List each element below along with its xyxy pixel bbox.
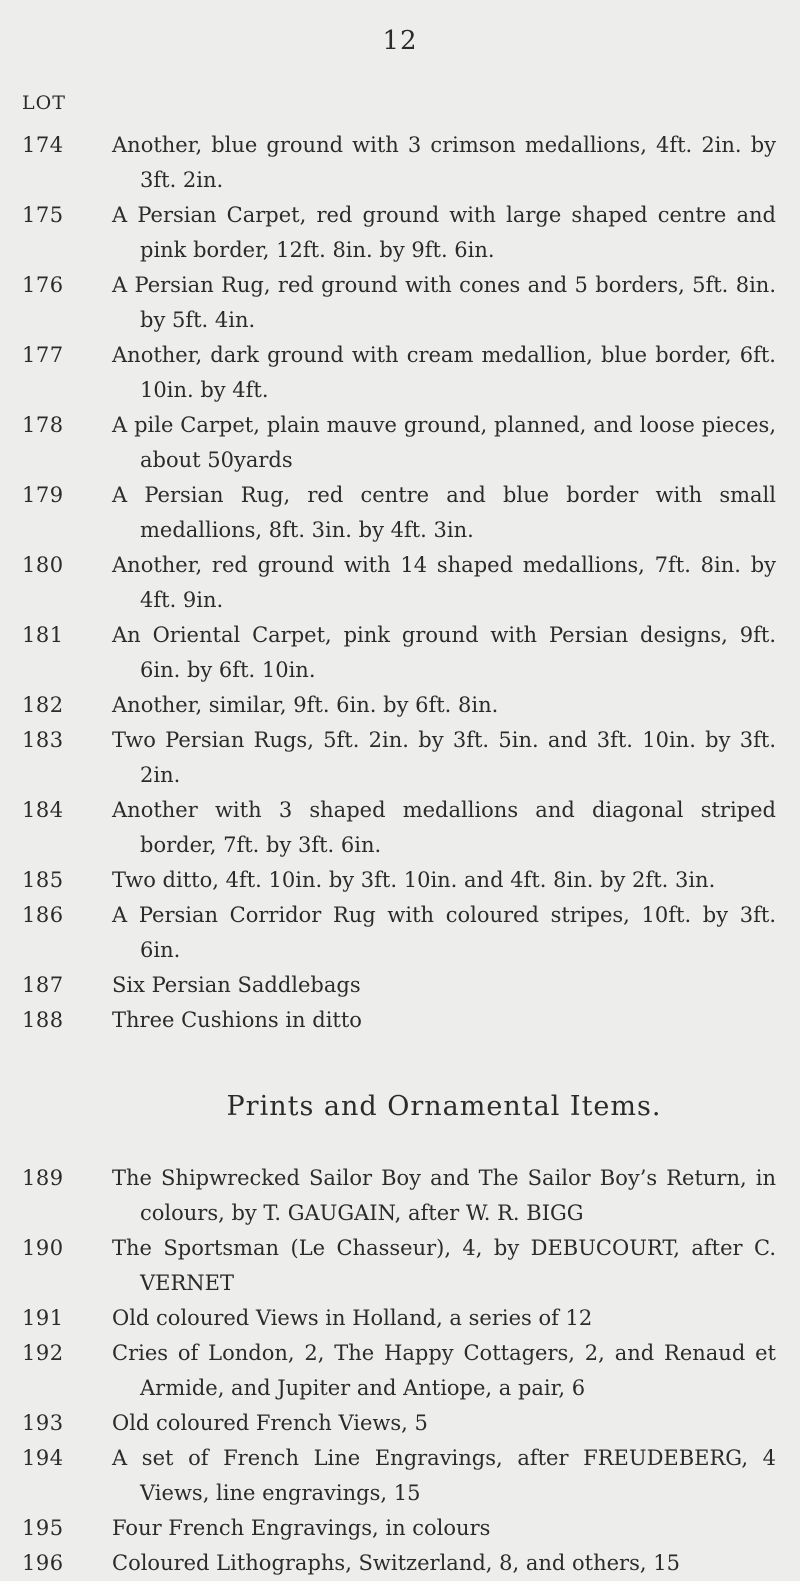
- lot-number: 192: [22, 1341, 64, 1365]
- lot-number: 178: [22, 413, 64, 437]
- lot-description: Another with 3 shaped medallions and diagonal striped border, 7ft. by 3ft. 6in.: [112, 798, 776, 857]
- lot-entry: [0, 688, 800, 723]
- lot-entry: [0, 1336, 800, 1406]
- lot-description: Another, dark ground with cream medallion, blue border, 6ft. 10in. by 4ft.: [112, 343, 776, 402]
- lot-entry: [0, 1231, 800, 1301]
- lot-number: 180: [22, 553, 64, 577]
- lot-number: 179: [22, 483, 64, 507]
- lot-entry: [0, 618, 800, 688]
- lot-description: A pile Carpet, plain mauve ground, planned, and loose pieces, about 50yards: [112, 413, 776, 472]
- lot-entry: [0, 268, 800, 338]
- page-number: 12: [382, 26, 418, 56]
- lot-number: 185: [22, 868, 64, 892]
- lot-number: 184: [22, 798, 64, 822]
- lot-number: 181: [22, 623, 64, 647]
- lot-description: Old coloured French Views, 5: [112, 1411, 428, 1435]
- lot-column-header: LOT: [22, 92, 66, 114]
- lot-description: Two Persian Rugs, 5ft. 2in. by 3ft. 5in. and 3ft. 10in. by 3ft. 2in.: [112, 728, 776, 787]
- lot-number: 177: [22, 343, 64, 367]
- lot-number: 195: [22, 1516, 64, 1540]
- lot-description: Cries of London, 2, The Happy Cottagers, 2, and Renaud et Armide, and Jupiter and Antiope, a pair, 6: [112, 1341, 776, 1400]
- lot-description: The Shipwrecked Sailor Boy and The Sailor Boy’s Return, in colours, by T. GAUGAIN, after W. R. BIGG: [112, 1166, 776, 1225]
- lot-description: Four French Engravings, in colours: [112, 1516, 491, 1540]
- lot-entry: [0, 793, 800, 863]
- lot-entry: [0, 723, 800, 793]
- lot-list: [0, 128, 800, 1581]
- lot-description: Two ditto, 4ft. 10in. by 3ft. 10in. and 4ft. 8in. by 2ft. 3in.: [112, 868, 716, 892]
- lot-number: 187: [22, 973, 64, 997]
- lot-entry: [0, 1546, 800, 1581]
- lot-description: A Persian Corridor Rug with coloured stripes, 10ft. by 3ft. 6in.: [112, 903, 776, 962]
- lot-number: 193: [22, 1411, 64, 1435]
- lot-entry: [0, 863, 800, 898]
- lot-entry: [0, 1003, 800, 1038]
- lot-description: A Persian Rug, red ground with cones and 5 borders, 5ft. 8in. by 5ft. 4in.: [112, 273, 776, 332]
- lot-description: A set of French Line Engravings, after FREUDEBERG, 4 Views, line engravings, 15: [112, 1446, 776, 1505]
- lot-number: 188: [22, 1008, 64, 1032]
- lot-entry: [0, 968, 800, 1003]
- lot-number: 196: [22, 1551, 64, 1575]
- lot-description: The Sportsman (Le Chasseur), 4, by DEBUCOURT, after C. VERNET: [112, 1236, 776, 1295]
- lot-description: A Persian Carpet, red ground with large shaped centre and pink border, 12ft. 8in. by 9ft. 6in.: [112, 203, 776, 262]
- lot-number: 189: [22, 1166, 64, 1190]
- lot-description: Another, similar, 9ft. 6in. by 6ft. 8in.: [112, 693, 499, 717]
- lot-entry: [0, 408, 800, 478]
- lot-description: Another, blue ground with 3 crimson medallions, 4ft. 2in. by 3ft. 2in.: [112, 133, 776, 192]
- lot-entry: [0, 548, 800, 618]
- lot-number: 174: [22, 133, 64, 157]
- lot-entry: [0, 1406, 800, 1441]
- lot-description: Another, red ground with 14 shaped medallions, 7ft. 8in. by 4ft. 9in.: [112, 553, 776, 612]
- lot-number: 182: [22, 693, 64, 717]
- lot-description: Six Persian Saddlebags: [112, 973, 361, 997]
- lot-number: 186: [22, 903, 64, 927]
- lot-description: A Persian Rug, red centre and blue border with small medallions, 8ft. 3in. by 4ft. 3in.: [112, 483, 776, 542]
- section-heading: Prints and Ornamental Items.: [226, 1091, 662, 1122]
- lot-entry: [0, 478, 800, 548]
- lot-entry: [0, 1301, 800, 1336]
- lot-number: 175: [22, 203, 64, 227]
- lot-description: Three Cushions in ditto: [112, 1008, 362, 1032]
- lot-description: Coloured Lithographs, Switzerland, 8, and others, 15: [112, 1551, 680, 1575]
- lot-description: An Oriental Carpet, pink ground with Persian designs, 9ft. 6in. by 6ft. 10in.: [112, 623, 776, 682]
- lot-number: 194: [22, 1446, 64, 1470]
- lot-entry: [0, 1511, 800, 1546]
- lot-number: 190: [22, 1236, 64, 1260]
- lot-number: 191: [22, 1306, 64, 1330]
- lot-entry: [0, 198, 800, 268]
- lot-entry: [0, 1441, 800, 1511]
- lot-number: 183: [22, 728, 64, 752]
- lot-entry: [0, 338, 800, 408]
- lot-number: 176: [22, 273, 64, 297]
- lot-entry: [0, 898, 800, 968]
- lot-entry: [0, 1161, 800, 1231]
- lot-entry: [0, 128, 800, 198]
- lot-description: Old coloured Views in Holland, a series of 12: [112, 1306, 593, 1330]
